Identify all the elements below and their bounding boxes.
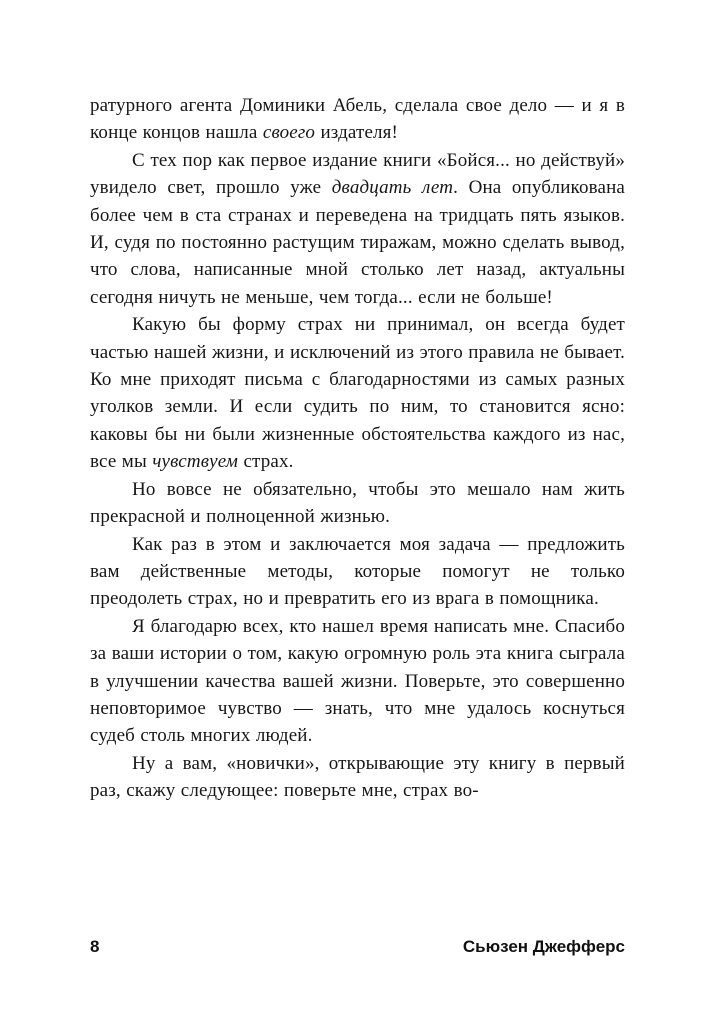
italic-text-segment: своего [262, 122, 316, 144]
text-segment: Какую бы форму страх ни принимал, он всегда будет частью нашей жизни, и исключений из этого правила не бывает. Ко мне приходят письма с благодарностями из самых разных уголков земли. И если судить по ним, то становится ясно: каковы бы ни были жизненные обстоятельства каждого из нас, все мы [90, 314, 625, 473]
text-segment: страх. [238, 451, 294, 473]
paragraph [90, 531, 625, 613]
paragraph [90, 92, 625, 147]
footer-author: Сьюзен Джефферс [462, 937, 625, 956]
paragraph [90, 311, 625, 475]
page-text [90, 92, 625, 913]
page-number: 8 [90, 937, 100, 956]
page-footer [90, 937, 625, 957]
paragraph [90, 476, 625, 531]
text-segment: Я благодарю всех, кто нашел время написать мне. Спасибо за ваши истории о том, какую огромную роль эта книга сыграла в улучшении качества вашей жизни. Поверьте, это совершенно неповторимое чувство — знать, что мне удалось коснуться судеб столь многих людей. [90, 615, 625, 747]
paragraph [90, 147, 625, 311]
text-segment: С тех пор как первое издание книги «Бойся... но действуй» увидело свет, прошло уже [90, 149, 625, 199]
text-segment: Но вовсе не обязательно, чтобы это мешало нам жить прекрасной и полноценной жизнью. [90, 478, 625, 528]
text-segment: . Она опубликована более чем в ста странах и переведена на тридцать пять языков. И, судя по постоянно растущим тиражам, можно сделать вывод, что слова, написанные мной столько лет назад, актуальны сегодня ничуть не меньше, чем тогда... если не больше! [90, 177, 625, 308]
italic-text-segment: чувствуем [152, 451, 239, 473]
text-segment: издателя! [315, 122, 399, 144]
text-segment: Ну а вам, «новички», открывающие эту книгу в первый раз, скажу следующее: поверьте мне, страх во- [90, 752, 625, 802]
paragraph [90, 613, 625, 750]
paragraph [90, 750, 625, 805]
text-segment: Как раз в этом и заключается моя задача — предложить вам действенные методы, которые помогут не только преодолеть страх, но и превратить его из врага в помощника. [90, 533, 625, 610]
italic-text-segment: двадцать лет [331, 177, 454, 199]
text-segment: ратурного агента Доминики Абель, сделала свое дело — и я в конце концов нашла [90, 95, 625, 144]
